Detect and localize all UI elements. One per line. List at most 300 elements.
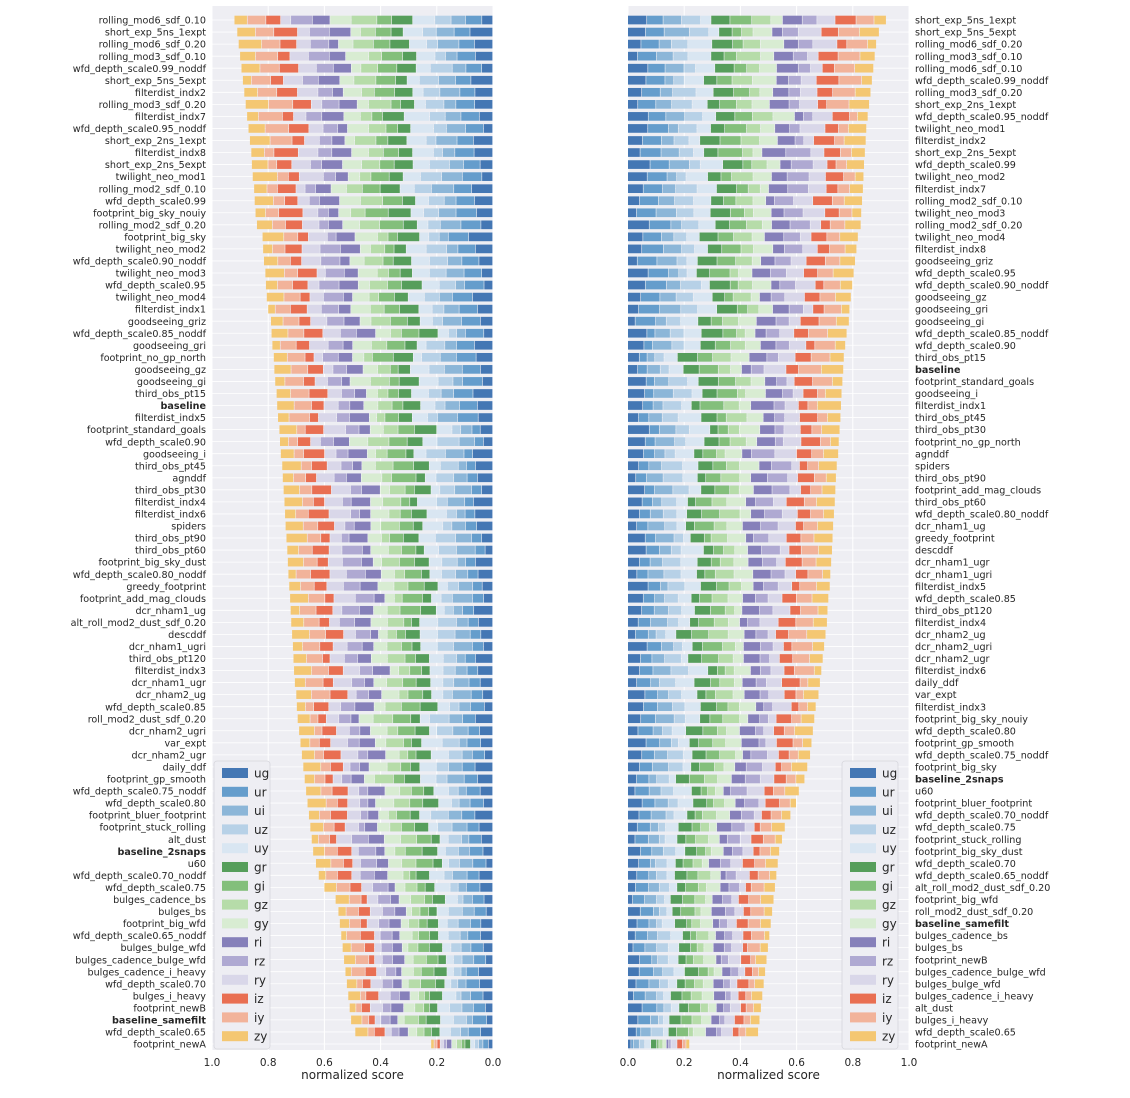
left-panel: [71, 6, 502, 1082]
bar-segment-gr: [704, 76, 717, 85]
bar-segment-gy: [761, 124, 775, 133]
bar-segment-uz: [664, 570, 680, 579]
bar-segment-gr: [398, 233, 420, 242]
bar-segment-uy: [417, 341, 425, 350]
bar-segment-ri: [344, 317, 359, 326]
bar-segment-zy: [796, 775, 804, 784]
bar-segment-zy: [755, 979, 764, 988]
bar-segment-gi: [392, 401, 402, 410]
bar-segment-gz: [753, 112, 773, 121]
bar-segment-rz: [760, 654, 769, 663]
bar-segment-ug: [475, 510, 492, 519]
bar-segment-ry: [741, 835, 751, 844]
bar-segment-gi: [699, 365, 718, 374]
bar-segment-ur: [635, 835, 648, 844]
bar-segment-iy: [748, 919, 760, 928]
legend-swatch-uz: [222, 824, 248, 834]
bar-segment-iz: [738, 991, 745, 1000]
bar-segment-zy: [272, 341, 280, 350]
bar-segment-gy: [760, 64, 776, 73]
bar-segment-ri: [771, 208, 783, 217]
bar-segment-gi: [419, 919, 427, 928]
bar-segment-ug: [628, 811, 639, 820]
bar-segment-ry: [348, 811, 361, 820]
bar-segment-iy: [285, 377, 303, 386]
bar-segment-uz: [445, 606, 453, 615]
bar-segment-gy: [371, 726, 387, 735]
run-label: dcr_nham1_ugri: [915, 569, 993, 581]
bar-segment-iy: [296, 510, 308, 519]
bar-segment-ur: [455, 148, 474, 157]
bar-segment-uz: [672, 738, 678, 747]
stacked-bar: [628, 642, 824, 651]
stacked-bar: [255, 196, 493, 205]
bar-segment-zy: [771, 847, 780, 856]
bar-segment-iy: [758, 871, 769, 880]
bar-segment-rz: [351, 486, 361, 495]
bar-segment-ug: [628, 859, 638, 868]
bar-segment-ur: [467, 666, 477, 675]
bar-segment-rz: [361, 811, 368, 820]
bar-segment-zy: [345, 967, 350, 976]
bar-segment-ry: [773, 702, 791, 711]
bar-segment-iz: [363, 979, 371, 988]
bar-segment-gi: [707, 799, 713, 808]
bar-segment-uz: [449, 835, 462, 844]
stacked-bar: [297, 702, 493, 711]
bar-segment-ui: [453, 64, 466, 73]
bar-segment-uy: [413, 148, 433, 157]
bar-segment-ri: [742, 606, 759, 615]
bar-segment-ug: [628, 871, 636, 880]
bar-segment-gy: [352, 148, 368, 157]
bar-segment-gz: [718, 726, 727, 735]
bar-segment-zy: [252, 160, 268, 169]
bar-segment-ry: [773, 642, 783, 651]
bar-segment-gy: [709, 835, 719, 844]
bar-segment-iz: [291, 257, 302, 266]
bar-segment-iy: [325, 847, 337, 856]
bar-segment-ri: [769, 184, 788, 193]
bar-segment-gi: [380, 220, 403, 229]
bar-segment-uy: [423, 437, 437, 446]
bar-segment-gy: [376, 329, 390, 338]
bar-segment-ry: [790, 341, 806, 350]
legend-label: ug: [882, 766, 898, 781]
bar-segment-gy: [371, 618, 387, 627]
bar-segment-ug: [628, 943, 633, 952]
bar-segment-ug: [484, 799, 493, 808]
bar-segment-iy: [826, 257, 840, 266]
bar-segment-gi: [398, 425, 414, 434]
bar-segment-ug: [628, 401, 642, 410]
bar-segment-ui: [459, 582, 473, 591]
bar-segment-ry: [791, 257, 805, 266]
bar-segment-uz: [674, 136, 688, 145]
run-label: goodseeing_i: [915, 389, 979, 401]
bar-segment-ug: [628, 799, 642, 808]
bar-segment-gr: [406, 630, 420, 639]
bar-segment-ug: [478, 305, 493, 314]
bar-segment-ur: [636, 1028, 640, 1037]
bar-segment-rz: [774, 401, 784, 410]
bar-segment-iy: [824, 281, 840, 290]
x-tick-label: 0.6: [316, 1057, 333, 1069]
bar-segment-zy: [849, 124, 867, 133]
bar-segment-uz: [677, 208, 694, 217]
run-label: dcr_nham2_ugr: [915, 654, 990, 666]
run-label: twilight_neo_mod2: [915, 172, 1006, 184]
bar-segment-ur: [466, 522, 477, 531]
bar-segment-uy: [425, 546, 439, 555]
bar-segment-ur: [646, 281, 666, 290]
bar-segment-ur: [639, 811, 651, 820]
bar-segment-gi: [719, 377, 736, 386]
bar-segment-ri: [773, 88, 789, 97]
bar-segment-ug: [479, 871, 492, 880]
bar-segment-ri: [351, 775, 364, 784]
run-label: filterdist_indx6: [134, 509, 206, 521]
bar-segment-zy: [250, 136, 270, 145]
bar-segment-uz: [443, 522, 451, 531]
legend-swatch-ri: [222, 937, 248, 947]
bar-segment-ri: [359, 738, 374, 747]
bar-segment-uz: [669, 606, 682, 615]
bar-segment-ui: [456, 570, 468, 579]
bar-segment-ur: [449, 233, 469, 242]
bar-segment-ug: [484, 124, 493, 133]
bar-segment-gy: [724, 763, 734, 772]
run-label: goodseeing_griz: [127, 316, 206, 328]
run-label: goodseeing_i: [142, 449, 206, 461]
bar-segment-ui: [667, 172, 676, 181]
bar-segment-gy: [735, 546, 747, 555]
bar-segment-ur: [641, 714, 655, 723]
legend-swatch-rz: [222, 956, 248, 966]
bar-segment-gi: [402, 329, 419, 338]
bar-segment-zy: [816, 558, 831, 567]
bar-segment-gy: [747, 437, 757, 446]
bar-segment-gz: [692, 919, 700, 928]
legend-label: ri: [254, 935, 263, 950]
bar-segment-iy: [321, 763, 330, 772]
bar-segment-ui: [445, 341, 456, 350]
bar-segment-uz: [456, 991, 460, 1000]
bar-segment-ry: [317, 269, 325, 278]
bar-segment-gi: [734, 88, 749, 97]
run-label: goodseeing_gri: [915, 304, 989, 316]
bar-segment-gr: [395, 293, 408, 302]
run-label: footprint_big_wfd: [122, 919, 206, 931]
bar-segment-iz: [325, 594, 334, 603]
stacked-bar: [628, 16, 886, 25]
bar-segment-iy: [326, 871, 337, 880]
bar-segment-ri: [744, 642, 760, 651]
bar-segment-gi: [730, 220, 746, 229]
bar-segment-gy: [701, 907, 711, 916]
bar-segment-gi: [408, 582, 424, 591]
bar-segment-gz: [388, 618, 404, 627]
bar-segment-ry: [731, 979, 737, 988]
bar-segment-iz: [677, 1040, 682, 1049]
x-tick-label: 0.0: [619, 1057, 637, 1069]
bar-segment-uz: [671, 666, 688, 675]
bar-segment-uz: [444, 654, 457, 663]
bar-segment-gr: [685, 847, 696, 856]
legend-label: rz: [254, 954, 266, 969]
bar-segment-iy: [307, 654, 322, 663]
bar-segment-zy: [309, 811, 319, 820]
bar-segment-ug: [628, 738, 646, 747]
bar-segment-ug: [473, 293, 493, 302]
bar-segment-uy: [669, 943, 679, 952]
stacked-bar: [628, 943, 768, 952]
bar-segment-gy: [701, 919, 713, 928]
bar-segment-zy: [277, 389, 291, 398]
bar-segment-iz: [304, 377, 315, 386]
bar-segment-ug: [480, 678, 492, 687]
bar-segment-uz: [426, 136, 435, 145]
stacked-bar: [628, 534, 833, 543]
bar-segment-ry: [801, 88, 817, 97]
bar-segment-ur: [466, 64, 481, 73]
bar-segment-gr: [419, 329, 437, 338]
bar-segment-gi: [402, 546, 416, 555]
bar-segment-iy: [683, 1040, 686, 1049]
bar-segment-gz: [378, 401, 392, 410]
bar-segment-iz: [320, 642, 333, 651]
bar-segment-zy: [831, 437, 839, 446]
bar-segment-ri: [362, 642, 373, 651]
bar-segment-iz: [362, 1004, 370, 1013]
bar-segment-gz: [695, 895, 705, 904]
bar-segment-ur: [461, 220, 480, 229]
bar-segment-iy: [812, 425, 821, 434]
bar-segment-ur: [638, 365, 647, 374]
bar-segment-ry: [733, 931, 743, 940]
bar-segment-zy: [792, 763, 808, 772]
bar-segment-ui: [663, 184, 675, 193]
bar-segment-ry: [817, 16, 835, 25]
bar-segment-iz: [801, 486, 810, 495]
bar-segment-gr: [713, 293, 725, 302]
bar-segment-gi: [682, 991, 691, 1000]
bar-segment-uz: [669, 690, 681, 699]
bar-segment-ur: [633, 943, 644, 952]
bar-segment-gi: [700, 763, 714, 772]
run-label: baseline_2snaps: [915, 774, 1004, 786]
bar-segment-iy: [751, 907, 764, 916]
bar-segment-ry: [303, 220, 319, 229]
bar-segment-uz: [674, 642, 682, 651]
stacked-bar: [628, 486, 835, 495]
bar-segment-gz: [659, 1040, 662, 1049]
bar-segment-gz: [364, 353, 372, 362]
bar-segment-ug: [484, 437, 493, 446]
bar-segment-gy: [734, 666, 750, 675]
bar-segment-ui: [650, 558, 662, 567]
bar-segment-gz: [717, 449, 725, 458]
bar-segment-ri: [716, 931, 724, 940]
bar-segment-ry: [325, 449, 336, 458]
bar-segment-ri: [353, 461, 362, 470]
bar-segment-iy: [839, 28, 859, 37]
bar-segment-uy: [413, 413, 428, 422]
bar-segment-uz: [657, 871, 667, 880]
stacked-bar: [628, 726, 813, 735]
bar-segment-rz: [319, 220, 328, 229]
bar-segment-gy: [753, 28, 771, 37]
bar-segment-gy: [382, 690, 399, 699]
bar-segment-gr: [396, 76, 407, 85]
stacked-bar: [628, 233, 858, 242]
bar-segment-gz: [696, 835, 708, 844]
bar-segment-ri: [371, 630, 378, 639]
bar-segment-iz: [314, 498, 325, 507]
bar-segment-uy: [410, 40, 427, 49]
bar-segment-gr: [410, 811, 419, 820]
x-tick-label: 0.0: [484, 1057, 502, 1069]
run-label: rolling_mod3_sdf_0.20: [915, 87, 1023, 99]
bar-segment-ri: [706, 1028, 716, 1037]
bar-segment-ur: [474, 1004, 485, 1013]
run-label: short_exp_2ns_5expt: [104, 160, 206, 172]
bar-segment-ui: [461, 967, 466, 976]
bar-segment-uy: [666, 823, 678, 832]
bar-segment-iz: [359, 907, 370, 916]
bar-segment-ry: [337, 726, 349, 735]
bar-segment-gz: [719, 365, 731, 374]
bar-segment-rz: [318, 148, 331, 157]
bar-segment-ui: [444, 100, 455, 109]
bar-segment-ur: [462, 257, 478, 266]
bar-segment-iz: [825, 124, 838, 133]
bar-segment-iy: [809, 329, 828, 338]
stacked-bar: [283, 473, 493, 482]
bar-segment-gy: [711, 871, 720, 880]
bar-segment-gy: [344, 112, 360, 121]
bar-segment-ui: [443, 317, 461, 326]
bar-segment-zy: [282, 461, 301, 470]
bar-segment-ri: [742, 365, 751, 374]
bar-segment-iy: [273, 220, 286, 229]
bar-segment-uz: [442, 570, 456, 579]
bar-segment-uz: [685, 112, 702, 121]
bar-segment-gr: [399, 389, 411, 398]
bar-segment-ui: [459, 799, 469, 808]
bar-segment-gi: [420, 907, 428, 916]
bar-segment-gy: [388, 871, 403, 880]
bar-segment-zy: [822, 425, 840, 434]
bar-segment-gr: [676, 775, 689, 784]
bar-segment-ri: [339, 100, 357, 109]
run-label: twilight_neo_mod4: [115, 292, 206, 304]
bar-segment-ug: [477, 208, 493, 217]
bar-segment-zy: [350, 1004, 356, 1013]
bar-segment-ry: [344, 630, 355, 639]
bar-segment-iz: [280, 40, 296, 49]
bar-segment-uz: [657, 991, 663, 1000]
bar-segment-ry: [793, 389, 802, 398]
bar-segment-iy: [812, 449, 823, 458]
bar-segment-iz: [735, 1016, 744, 1025]
run-label: short_exp_2ns_1expt: [915, 99, 1017, 111]
bar-segment-gi: [691, 931, 696, 940]
bar-segment-iy: [799, 702, 807, 711]
bar-segment-rz: [760, 714, 768, 723]
bar-segment-gr: [393, 257, 411, 266]
x-tick-label: 0.8: [259, 1057, 277, 1069]
bar-segment-uz: [441, 594, 452, 603]
bar-segment-zy: [293, 654, 306, 663]
bar-segment-uy: [686, 714, 700, 723]
bar-segment-ry: [783, 510, 798, 519]
bar-segment-rz: [776, 317, 789, 326]
bar-segment-ug: [481, 1028, 492, 1037]
bar-segment-ri: [740, 618, 747, 627]
run-label: alt_dust: [915, 1003, 954, 1015]
bar-segment-iy: [289, 437, 298, 446]
bar-segment-ry: [333, 606, 341, 615]
bar-segment-uz: [672, 546, 681, 555]
bar-segment-zy: [285, 510, 295, 519]
bar-segment-ur: [642, 498, 652, 507]
bar-segment-ur: [474, 907, 485, 916]
run-label: wfd_depth_scale0.70: [915, 858, 1016, 870]
bar-segment-gy: [735, 606, 742, 615]
bar-segment-gy: [760, 136, 777, 145]
bar-segment-ug: [481, 220, 492, 229]
bar-segment-uy: [430, 654, 443, 663]
bar-segment-gi: [718, 233, 733, 242]
bar-segment-gi: [416, 859, 432, 868]
bar-segment-gz: [697, 931, 709, 940]
run-label: rolling_mod2_sdf_0.20: [915, 220, 1023, 232]
run-label: spiders: [171, 521, 206, 533]
bar-segment-gy: [702, 1016, 711, 1025]
bar-segment-zy: [833, 377, 843, 386]
bar-segment-gz: [723, 317, 738, 326]
bar-segment-rz: [383, 907, 395, 916]
bar-segment-rz: [328, 377, 342, 386]
bar-segment-uy: [688, 52, 710, 61]
bar-segment-uz: [449, 329, 457, 338]
bar-segment-ry: [375, 955, 382, 964]
bar-segment-ug: [628, 486, 644, 495]
bar-segment-ug: [628, 883, 635, 892]
bar-segment-gy: [761, 184, 769, 193]
bar-segment-uy: [697, 184, 716, 193]
bar-segment-zy: [775, 835, 781, 844]
bar-segment-ry: [330, 654, 344, 663]
bar-segment-ur: [463, 377, 482, 386]
bar-segment-ri: [369, 835, 384, 844]
bar-segment-gy: [740, 425, 760, 434]
bar-segment-ry: [811, 148, 824, 157]
bar-segment-ur: [467, 871, 478, 880]
bar-segment-ri: [333, 88, 343, 97]
stacked-bar: [290, 594, 492, 603]
bar-segment-gr: [704, 148, 718, 157]
stacked-bar: [274, 365, 492, 374]
bar-segment-iy: [811, 486, 822, 495]
bar-segment-rz: [764, 582, 778, 591]
bar-segment-gr: [390, 40, 409, 49]
bar-segment-uz: [675, 437, 685, 446]
bar-segment-iy: [782, 763, 791, 772]
bar-segment-ry: [813, 160, 826, 169]
bar-segment-uz: [684, 64, 695, 73]
